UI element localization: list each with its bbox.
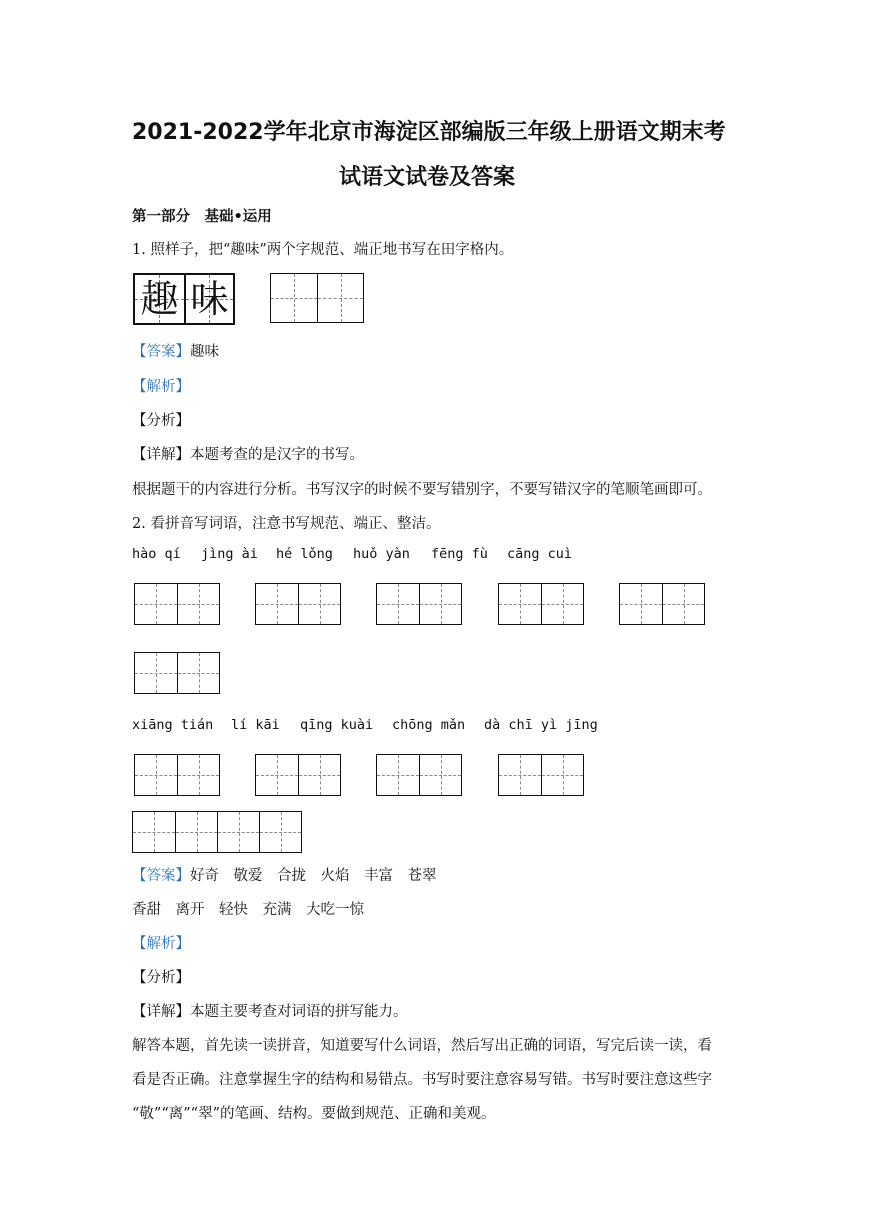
grid-cell[interactable] (377, 584, 419, 624)
pinyin-11: dà chī yì jīng (484, 717, 598, 733)
q1-answer-line (132, 340, 219, 361)
q1-analysis-label: 【解析】 (132, 379, 190, 395)
grid-cell[interactable] (217, 812, 259, 852)
answer-grid-4char[interactable] (132, 811, 302, 853)
pinyin-2: jìng ài (201, 546, 258, 562)
grid-cell[interactable] (620, 584, 662, 624)
pinyin-7: xiāng tián (132, 717, 214, 733)
q2-explanation-1: 解答本题，首先读一读拼音，知道要写什么词语，然后写出正确的词语，写完后读一读，看 (132, 1038, 712, 1054)
grid-cell[interactable] (135, 755, 177, 795)
q1-fenxi-label: 【分析】 (132, 413, 190, 429)
page-title-line2: 试语文试卷及答案 (339, 165, 516, 190)
q2-fenxi-label: 【分析】 (132, 970, 190, 986)
grid-cell[interactable] (271, 274, 317, 322)
sample-cell (184, 275, 233, 323)
q2-answer-2: 香甜 离开 轻快 充满 大吃一惊 (132, 902, 364, 918)
grid-cell[interactable] (662, 584, 704, 624)
q1-explanation: 根据题干的内容进行分析。书写汉字的时候不要写错别字，不要写错汉字的笔顺笔画即可。 (132, 482, 712, 498)
q1-prompt: 1. 照样子，把“趣味”两个字规范、端正地书写在田字格内。 (132, 242, 514, 258)
grid-cell[interactable] (259, 812, 301, 852)
grid-cell[interactable] (541, 584, 583, 624)
q1-writing-grid[interactable] (270, 273, 364, 323)
grid-cell[interactable] (377, 755, 419, 795)
answer-grid[interactable] (376, 754, 462, 796)
grid-cell[interactable] (317, 274, 363, 322)
answer-grid[interactable] (255, 754, 341, 796)
answer-grid[interactable] (134, 583, 220, 625)
answer-grid[interactable] (255, 583, 341, 625)
pinyin-5: fēng fù (431, 546, 488, 562)
q1-detail: 本题考查的是汉字的书写。 (190, 447, 364, 463)
answer-grid[interactable] (498, 583, 584, 625)
grid-cell[interactable] (256, 755, 298, 795)
grid-cell[interactable] (256, 584, 298, 624)
grid-cell[interactable] (177, 584, 219, 624)
pinyin-9: qīng kuài (300, 717, 374, 733)
answer-grid[interactable] (619, 583, 705, 625)
q2-detail: 本题主要考查对词语的拼写能力。 (190, 1004, 408, 1020)
sample-cell (135, 275, 184, 323)
grid-cell[interactable] (499, 755, 541, 795)
answer-grid[interactable] (134, 754, 220, 796)
pinyin-6: cāng cuì (507, 546, 573, 562)
pinyin-4: huǒ yàn (353, 546, 410, 562)
detail-label: 【详解】 (132, 1004, 190, 1020)
grid-cell[interactable] (298, 755, 340, 795)
pinyin-1: hào qí (132, 546, 181, 562)
grid-cell[interactable] (177, 653, 219, 693)
pinyin-10: chōng mǎn (392, 717, 466, 733)
q2-detail-line (132, 1000, 408, 1021)
detail-label: 【详解】 (132, 447, 190, 463)
q2-answer-1: 好奇 敬爱 合拢 火焰 丰富 苍翠 (190, 868, 437, 884)
answer-grid[interactable] (498, 754, 584, 796)
answer-grid[interactable] (376, 583, 462, 625)
grid-cell[interactable] (135, 584, 177, 624)
answer-label: 【答案】 (132, 868, 190, 884)
q2-analysis-label: 【解析】 (132, 936, 190, 952)
grid-cell[interactable] (419, 584, 461, 624)
q1-answer: 趣味 (190, 344, 219, 360)
sample-char-1: 趣 (140, 277, 179, 321)
pinyin-8: lí kāi (231, 717, 280, 733)
q1-detail-line (132, 443, 364, 464)
q2-explanation-3: “敬”“离”“翠”的笔画、结构。要做到规范、正确和美观。 (132, 1106, 496, 1122)
grid-cell[interactable] (175, 812, 217, 852)
grid-cell[interactable] (499, 584, 541, 624)
grid-cell[interactable] (298, 584, 340, 624)
q2-prompt: 2. 看拼音写词语，注意书写规范、端正、整洁。 (132, 516, 441, 532)
page-title-line1: 2021-2022学年北京市海淀区部编版三年级上册语文期末考 (132, 120, 726, 145)
sample-tianzige (133, 273, 235, 325)
section-heading: 第一部分 基础•运用 (132, 209, 272, 225)
grid-cell[interactable] (419, 755, 461, 795)
answer-label: 【答案】 (132, 344, 190, 360)
sample-char-2: 味 (190, 277, 229, 321)
grid-cell[interactable] (133, 812, 175, 852)
pinyin-3: hé lǒng (276, 546, 333, 562)
grid-cell[interactable] (135, 653, 177, 693)
grid-cell[interactable] (541, 755, 583, 795)
q2-explanation-2: 看是否正确。注意掌握生字的结构和易错点。书写时要注意容易写错。书写时要注意这些字 (132, 1072, 712, 1088)
answer-grid[interactable] (134, 652, 220, 694)
q2-answer-line (132, 864, 437, 885)
grid-cell[interactable] (177, 755, 219, 795)
